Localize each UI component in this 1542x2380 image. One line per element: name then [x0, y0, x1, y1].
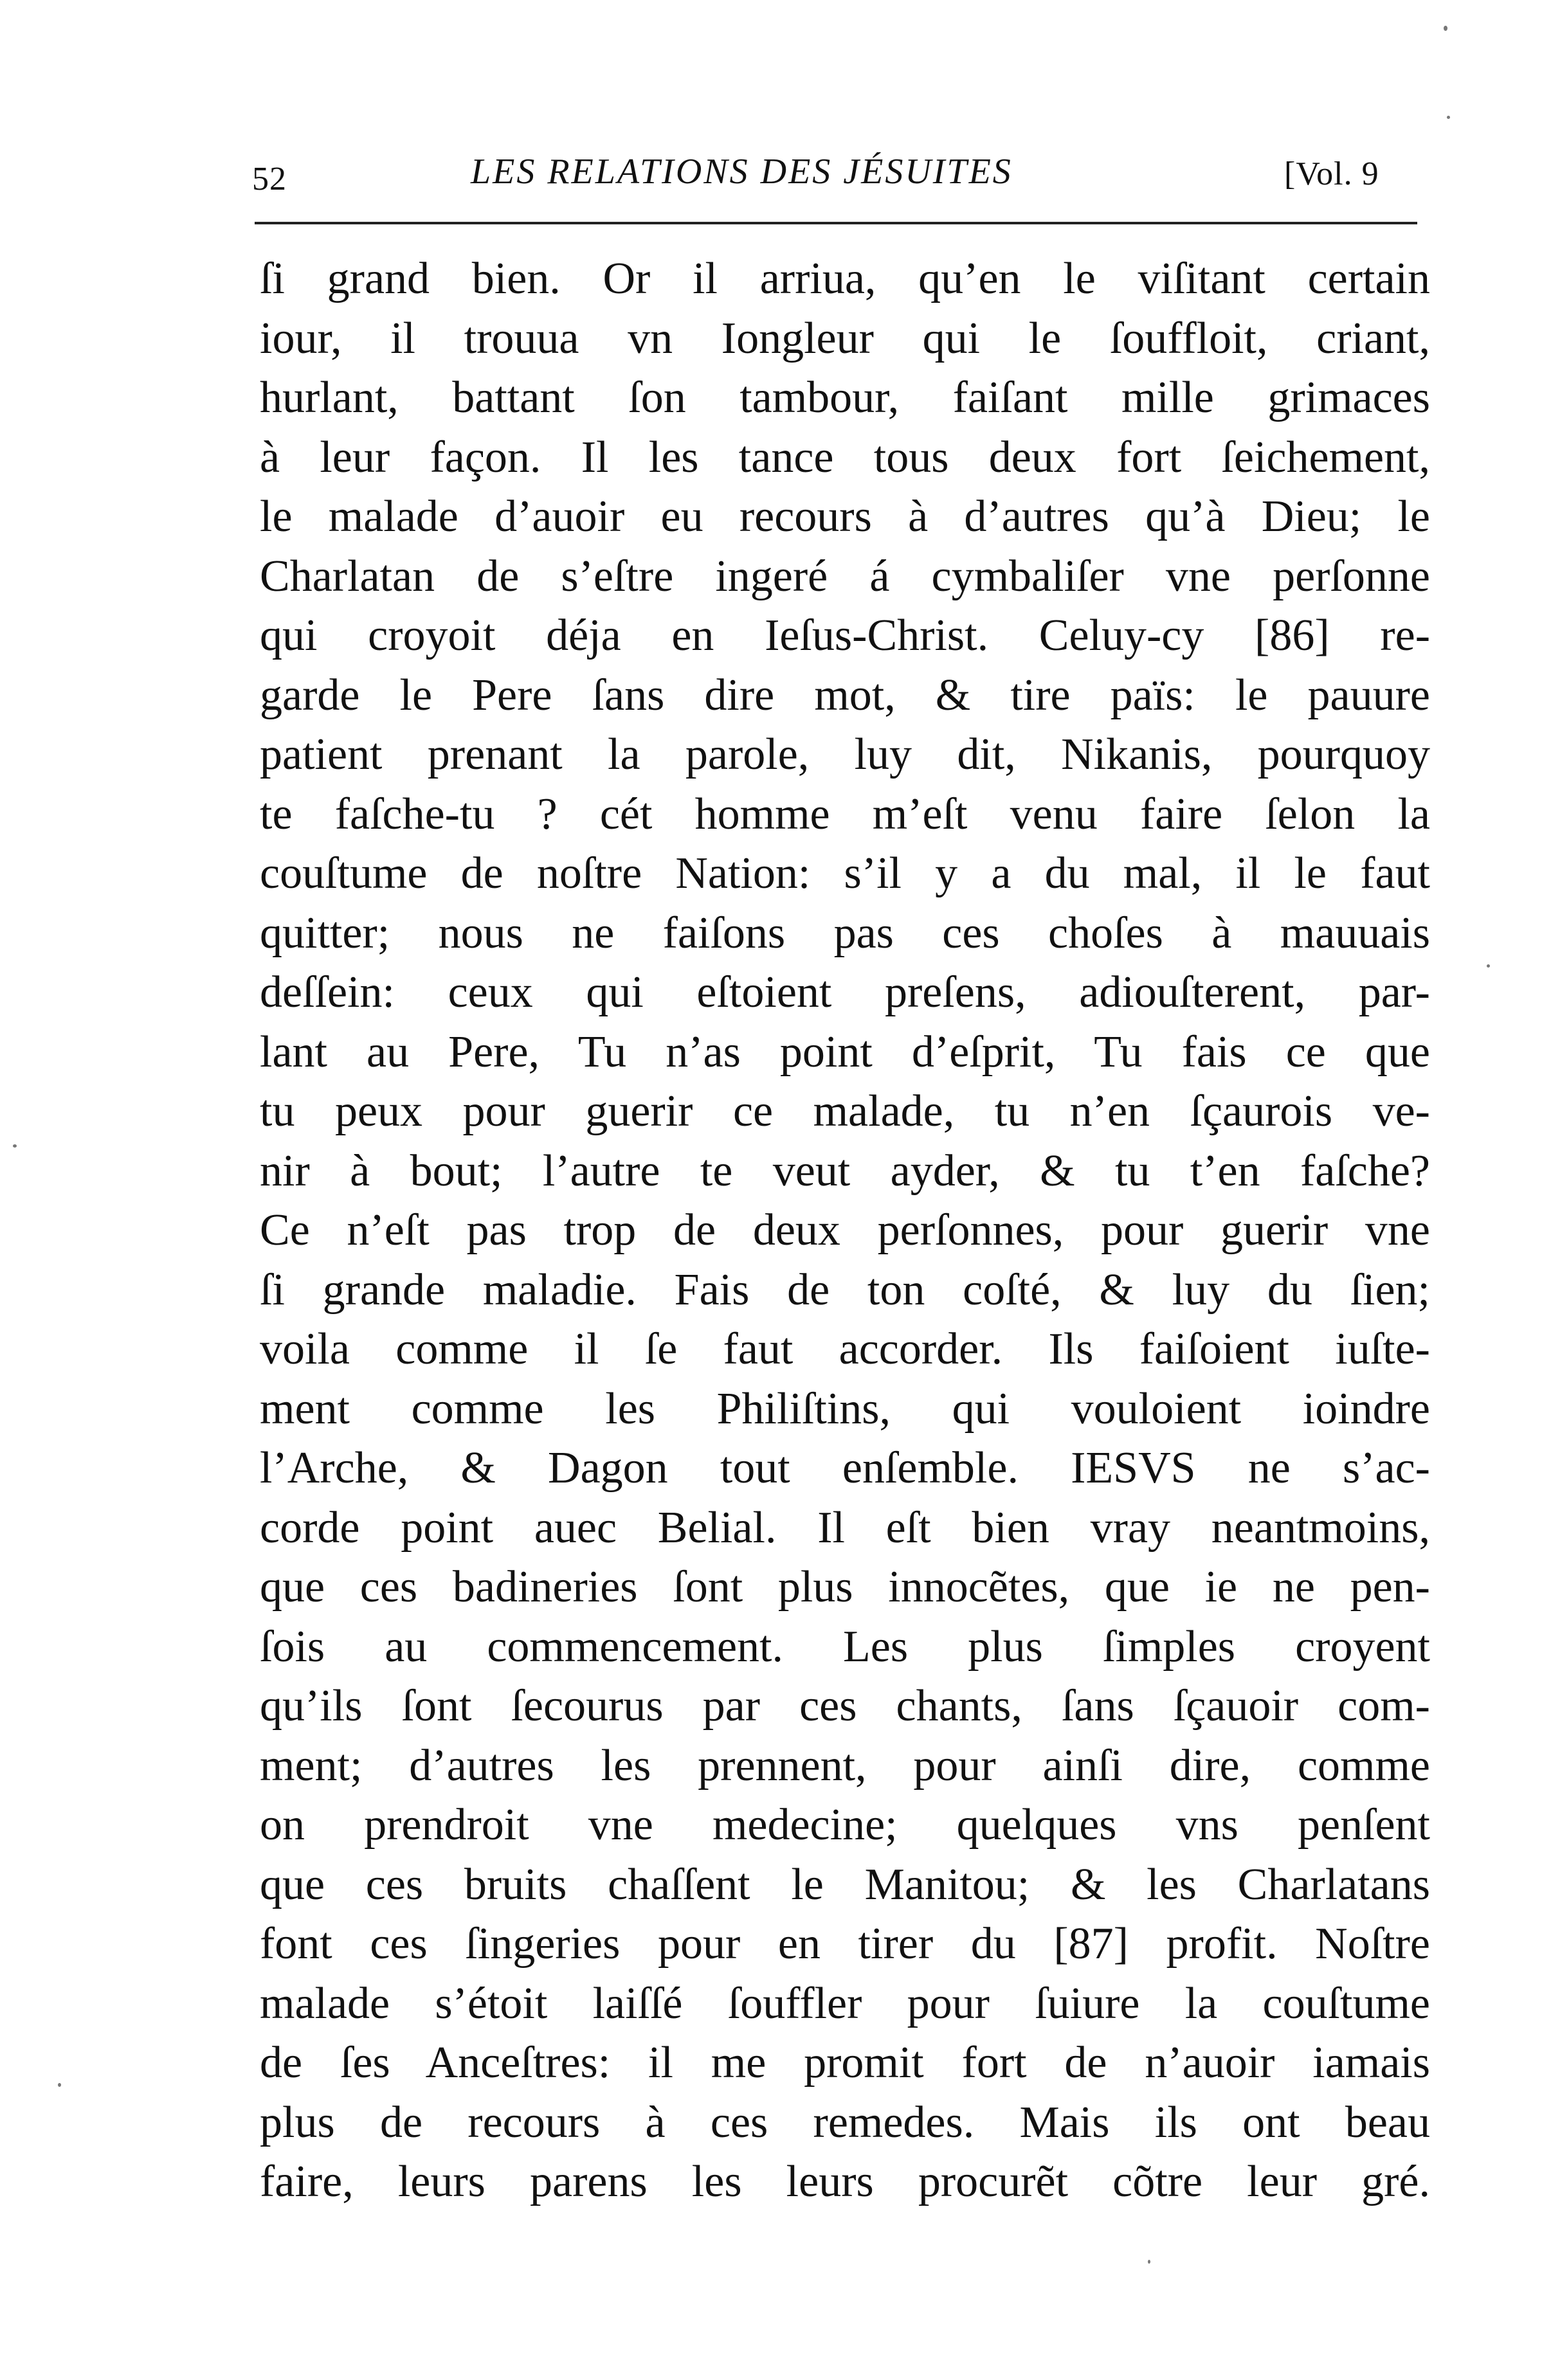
text-line: nir à bout; l’autre te veut ayder, & tu t’en faſche?	[260, 1146, 1430, 1196]
scan-speck	[1444, 26, 1447, 31]
running-title: LES RELATIONS DES JÉSUITES	[471, 152, 1013, 192]
text-line: le malade d’auoir eu recours à d’autres qu’à Dieu; le	[260, 492, 1430, 541]
text-line: voila comme il ſe faut accorder. Ils faiſoient iuſte-	[260, 1324, 1430, 1374]
scan-speck	[1148, 2260, 1150, 2264]
text-line: quitter; nous ne faiſons pas ces choſes à mauuais	[260, 908, 1430, 958]
header-rule	[255, 222, 1417, 224]
text-line: faire, leurs parens les leurs procurẽt cõtre leur gré.	[260, 2157, 1430, 2206]
text-line: plus de recours à ces remedes. Mais ils ont beau	[260, 2097, 1430, 2147]
volume-label: [Vol. 9	[1284, 156, 1379, 192]
text-line: de ſes Anceſtres: il me promit fort de n’auoir iamais	[260, 2038, 1430, 2087]
text-line: que ces bruits chaſſent le Manitou; & les Charlatans	[260, 1859, 1430, 1909]
text-line: Ce n’eſt pas trop de deux perſonnes, pour guerir vne	[260, 1205, 1430, 1255]
text-line: qu’ils ſont ſecourus par ces chants, ſans ſçauoir com-	[260, 1681, 1430, 1731]
text-line: Charlatan de s’eſtre ingeré á cymbaliſer vne perſonne	[260, 551, 1430, 601]
text-line: à leur façon. Il les tance tous deux fort ſeichement,	[260, 432, 1430, 482]
running-head	[252, 151, 1448, 209]
text-line: on prendroit vne medecine; quelques vns penſent	[260, 1800, 1430, 1850]
scan-speck	[1487, 964, 1490, 968]
text-line: malade s’étoit laiſſé ſouffler pour ſuiure la couſtume	[260, 1978, 1430, 2028]
scan-speck	[13, 1144, 17, 1148]
text-line: ſois au commencement. Les plus ſimples croyent	[260, 1621, 1430, 1672]
text-line: qui croyoit déja en Ieſus-Christ. Celuy-cy [86] re-	[260, 611, 1430, 660]
body-text	[260, 249, 1430, 2212]
text-line: iour, il trouua vn Iongleur qui le ſouffloit, criant,	[260, 313, 1430, 363]
text-line: ſi grand bien. Or il arriua, qu’en le viſitant certain	[260, 254, 1430, 303]
text-line: patient prenant la parole, luy dit, Nikanis, pourquoy	[260, 730, 1430, 779]
text-line: deſſein: ceux qui eſtoient preſens, adiouſterent, par-	[260, 968, 1430, 1017]
text-line: l’Arche, & Dagon tout enſemble. IESVS ne s’ac-	[260, 1443, 1430, 1493]
text-line: hurlant, battant ſon tambour, faiſant mille grimaces	[260, 373, 1430, 422]
text-line: ſi grande maladie. Fais de ton coſté, & luy du ſien;	[260, 1265, 1430, 1315]
scan-speck	[1447, 116, 1450, 119]
text-line: ment comme les Philiſtins, qui vouloient ioindre	[260, 1384, 1430, 1434]
text-line: te faſche-tu ? cét homme m’eſt venu faire ſelon la	[260, 789, 1430, 839]
text-line: font ces ſingeries pour en tirer du [87] profit. Noſtre	[260, 1919, 1430, 1969]
text-line: couſtume de noſtre Nation: s’il y a du mal, il le faut	[260, 849, 1430, 898]
text-line: garde le Pere ſans dire mot, & tire païs: le pauure	[260, 670, 1430, 720]
text-line: que ces badineries ſont plus innocẽtes, que ie ne pen-	[260, 1562, 1430, 1612]
text-line: tu peux pour guerir ce malade, tu n’en ſçaurois ve-	[260, 1086, 1430, 1136]
text-line: lant au Pere, Tu n’as point d’eſprit, Tu fais ce que	[260, 1027, 1430, 1077]
page-number: 52	[252, 161, 287, 197]
scan-speck	[58, 2083, 61, 2087]
text-line: ment; d’autres les prennent, pour ainſi dire, comme	[260, 1740, 1430, 1790]
text-line: corde point auec Belial. Il eſt bien vray neantmoins,	[260, 1502, 1430, 1553]
